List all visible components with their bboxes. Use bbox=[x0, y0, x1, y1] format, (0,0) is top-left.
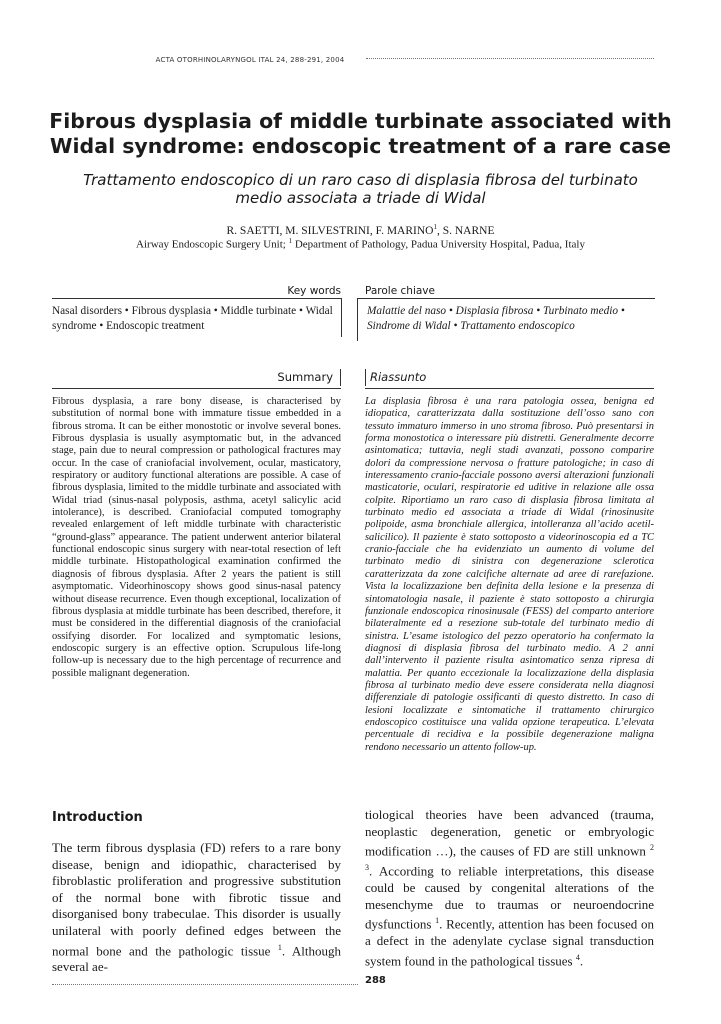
author-names-b: , S. NARNE bbox=[436, 224, 495, 237]
parole-chiave-text: Malattie del naso • Displasia fibrosa • Turbinato medio • Sindrome di Widal • Trattamento endoscopico bbox=[367, 305, 625, 332]
intro-right-text-c: . Recently, attention has been focused on a defect in the adenylate cyclase signal transduction system found in the pathological tissues bbox=[365, 916, 654, 969]
riassunto-heading-bar bbox=[365, 369, 366, 386]
title-line-1: Fibrous dysplasia of middle turbinate associated with bbox=[49, 109, 672, 133]
intro-right-text-b: . According to reliable interpretations, this disease could be caused by congenital alterations of the mesenchyme due to traumas or neuroendocrine dysfunctions bbox=[365, 863, 654, 932]
article-subtitle bbox=[40, 171, 681, 207]
introduction-right-column bbox=[365, 807, 654, 970]
citation-mark: 1 bbox=[277, 942, 282, 952]
subtitle-line-2: medio associata a triade di Widal bbox=[235, 189, 486, 207]
intro-left-text-a: The term fibrous dysplasia (FD) refers to a rare bony disease, benign and idiopathic, characterised by fibroblastic proliferation and progressive substitution of the normal bone with fibrotic tissue and disorganised bony trabeculae. This disorder is usually unilateral with poorly defined edges between the normal bone and the pathologic tissue bbox=[52, 840, 341, 958]
article-title bbox=[40, 109, 681, 159]
keywords-text: Nasal disorders • Fibrous dysplasia • Middle turbinate • Widal syndrome • Endoscopic treatment bbox=[52, 305, 333, 332]
page-number: 288 bbox=[365, 975, 386, 986]
summary-heading-bar bbox=[340, 369, 341, 386]
citation-mark: 1 bbox=[435, 916, 440, 926]
header-dotted-rule bbox=[366, 58, 654, 59]
citation-mark: 2 3 bbox=[365, 843, 654, 873]
summary-rule bbox=[52, 388, 341, 389]
affiliations bbox=[40, 234, 681, 252]
introduction-heading: Introduction bbox=[52, 810, 143, 825]
parole-chiave-label: Parole chiave bbox=[365, 285, 435, 297]
intro-right-text-d: . bbox=[579, 953, 584, 969]
summary-text: Fibrous dysplasia, a rare bony disease, is characterised by substitution of normal bone with immature tissue embedded in a fibrous stroma. It can be either monostotic or involve several bones. Fibrous dysplasia is usually asymptomatic but, in the advanced stage, pain due to neural compression or pathological fractures may occur. In the case of craniofacial involvement, ocular, masticatory, respiratory or auditory functional alterations are possible. A case of fibrous dysplasia, limited to the middle turbinate and associated with Widal triad (sinus-nasal polyposis, asthma, acetyl salicylic acid intolerance), is described. Craniofacial computed tomography revealed enlargement of left middle turbinate with characteristic “ground-glass” appearance. The patient underwent anterior bilateral functional endoscopic sinus surgery with near-total resection of left middle turbinate. Histopathological examination confirmed the diagnosis of fibrous dysplasia. After 2 years the patient is still asymptomatic. Videorhinoscopy shows good sinus-nasal patency without disease recurrence. Even though exceptional, localization of fibrous dysplasia at middle turbinate has been described, therefore, it must be considered in the differential diagnosis of the craniofacial ossifying disorder. For localized and symptomatic lesions, endoscopic surgery is an effective option. Scrupulous life-long follow-up is necessary due to the high percentage of recurrence and possible malignant degeneration. bbox=[52, 396, 341, 679]
intro-right-text-a: tiological theories have been advanced (trauma, neoplastic degeneration, genetic or embryologic modification …), the causes of FD are still unknown bbox=[365, 807, 654, 859]
journal-citation: ACTA OTORHINOLARYNGOL ITAL 24, 288-291, 2004 bbox=[155, 56, 345, 64]
affiliation-a: Airway Endoscopic Surgery Unit; bbox=[136, 238, 289, 251]
affiliation-b: Department of Pathology, Padua University Hospital, Padua, Italy bbox=[292, 238, 585, 251]
author-names-a: R. SAETTI, M. SILVESTRINI, F. MARINO bbox=[226, 224, 434, 237]
title-line-2: Widal syndrome: endoscopic treatment of a rare case bbox=[49, 134, 672, 158]
subtitle-line-1: Trattamento endoscopico di un raro caso di displasia fibrosa del turbinato bbox=[83, 171, 638, 189]
riassunto-heading: Riassunto bbox=[370, 370, 427, 384]
citation-mark: 4 bbox=[575, 952, 580, 962]
riassunto-rule bbox=[365, 388, 654, 389]
riassunto-text: La displasia fibrosa è una rara patologia ossea, benigna ed idiopatica, caratterizzata dalla sostituzione dell’osso sano con tessuto immaturo immerso in uno stroma fibroso. Può presentarsi in forma monostotica o interessare più distretti. Generalmente decorre asintomatica; tuttavia, negli stadi avanzati, possono comparire dolori da compressione nervosa o fratture patologiche; in caso di interessamento cranio-facciale possono aversi alterazioni funzionali masticatorie, oculari, respiratorie ed uditive in relazione alle ossa colpite. Riportiamo un raro caso di displasia fibrosa limitata al turbinato medio ed associata a triade di Widal (rinosinusite polipoide, asma bronchiale allergica, intolleranza all’acido acetil-salicilico). Il paziente è stato sottoposto a videorinoscopia ed a TC cranio-facciale che ha evidenziato un aumento di volume del turbinato medio di sinistra con degenerazione sclerotica caratterizzata da zone calcifiche alternate ad aree di rarefazione. Vista la localizzazione ben definita della lesione e la presenza di sintomatologia nasale, il paziente è stato sottoposto a chirurgia funzionale endoscopica rinosinusale (FESS) del comparto anteriore bilateralmente ed a resezione sub-totale del turbinato medio di sinistra. L’esame istologico del pezzo operatorio ha confermato la diagnosi di displasia fibrosa del turbinato medio. A 2 anni dall’intervento il paziente risulta asintomatico senza ripresa di malattia. Per quanto eccezionale la localizzazione della displasia fibrosa al turbinato medio deve essere considerata nella diagnosi differenziale di patologie ossificanti di questo distretto. In caso di lesioni localizzate e sintomatiche il trattamento chirurgico endoscopico costituisce una valida opzione terapeutica. L’elevata percentuale di recidiva e la possibile degenerazione maligna rendono necessario un attento follow-up. bbox=[365, 396, 654, 753]
footer-dotted-rule bbox=[52, 984, 358, 985]
keywords-label: Key words bbox=[287, 285, 341, 297]
author-affiliation-mark: 1 bbox=[433, 223, 437, 231]
affiliation-mark: 1 bbox=[288, 237, 293, 245]
intro-left-text-b: . Although several ae- bbox=[52, 942, 341, 975]
introduction-left-column bbox=[52, 840, 341, 976]
summary-heading: Summary bbox=[277, 370, 333, 384]
